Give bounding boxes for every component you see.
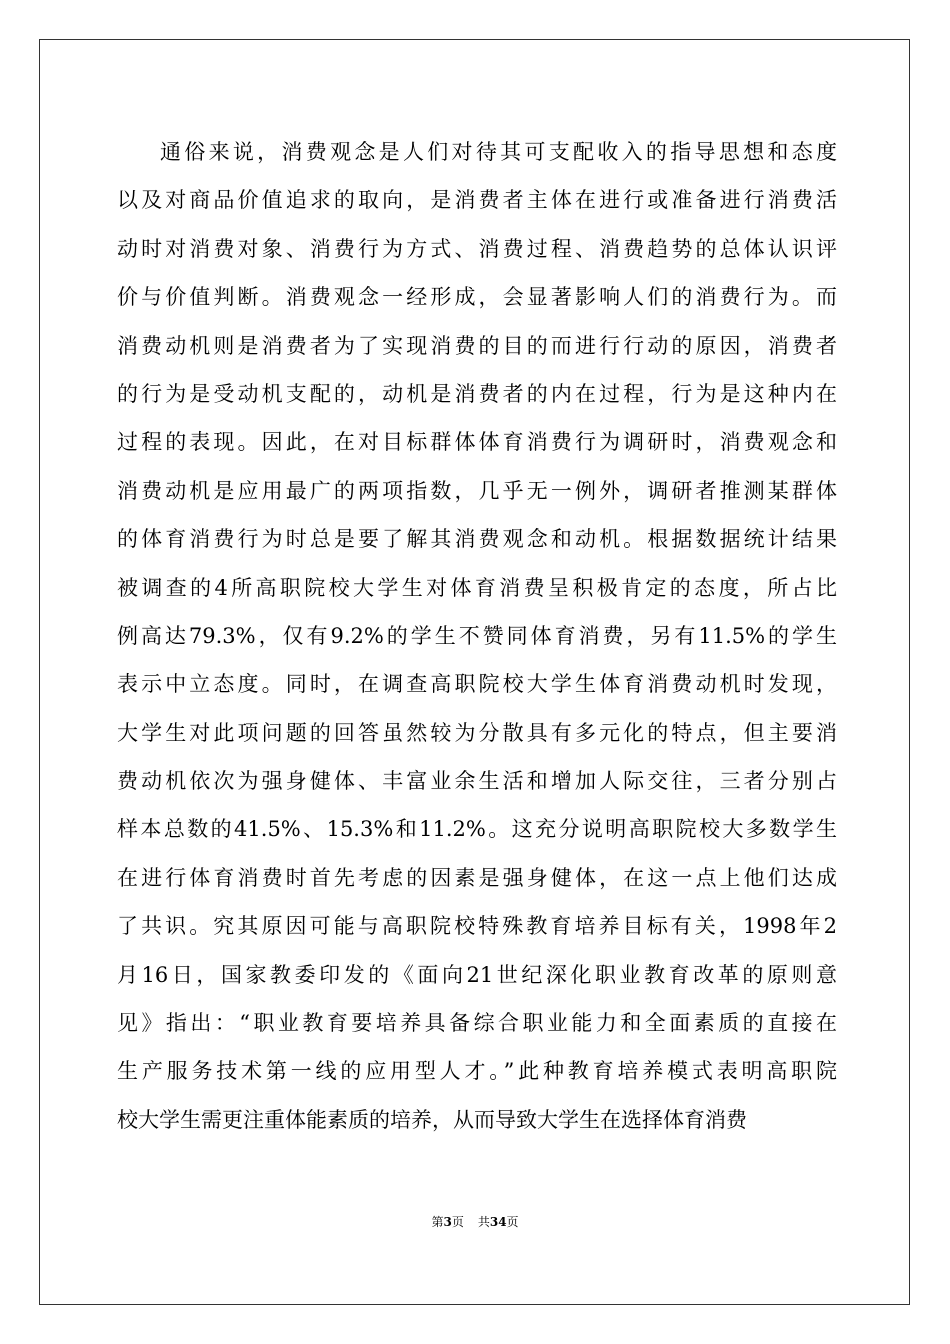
footer-total-suffix: 页 [506,1215,519,1229]
text-line-8: 消费动机是应用最广的两项指数，几乎无一例外，调研者推测某群体 [117,478,837,503]
text-line-5: 消费动机则是消费者为了实现消费的目的而进行行动的原因，消费者 [117,333,837,358]
text-line-2: 以及对商品价值追求的取向，是消费者主体在进行或准备进行消费活 [117,188,837,213]
text-line-20: 生产服务技术第一线的应用型人才。”此种教育培养模式表明高职院 [117,1059,837,1084]
text-line-12: 表示中立态度。同时，在调查高职院校大学生体育消费动机时发现， [117,672,837,697]
footer-current-page: 3 [443,1215,452,1229]
text-line-13: 大学生对此项问题的回答虽然较为分散具有多元化的特点，但主要消 [117,720,837,745]
text-line-11: 例高达79.3%，仅有9.2%的学生不赞同体育消费，另有11.5%的学生 [117,623,837,648]
text-line-16: 在进行体育消费时首先考虑的因素是强身健体，在这一点上他们达成 [117,865,837,890]
text-line-18: 月16日，国家教委印发的《面向21世纪深化职业教育改革的原则意 [117,962,837,987]
text-line-10: 被调查的4所高职院校大学生对体育消费呈积极肯定的态度，所占比 [117,575,837,600]
text-line-14: 费动机依次为强身健体、丰富业余生活和增加人际交往，三者分别占 [117,769,837,794]
footer-total-pages: 34 [489,1215,507,1229]
text-line-3: 动时对消费对象、消费行为方式、消费过程、消费趋势的总体认识评 [117,236,837,261]
text-line-4: 价与价值判断。消费观念一经形成，会显著影响人们的消费行为。而 [117,285,837,310]
footer-page-prefix: 第 [431,1215,444,1229]
document-body [117,128,837,1144]
text-line-17: 了共识。究其原因可能与高职院校特殊教育培养目标有关，1998年2 [117,914,837,939]
page-footer [0,1214,950,1230]
text-line-9: 的体育消费行为时总是要了解其消费观念和动机。根据数据统计结果 [117,527,837,552]
text-line-7: 过程的表现。因此，在对目标群体体育消费行为调研时，消费观念和 [117,430,837,455]
text-line-15: 样本总数的41.5%、15.3%和11.2%。这充分说明高职院校大多数学生 [117,817,837,842]
text-line-6: 的行为是受动机支配的，动机是消费者的内在过程，行为是这种内在 [117,381,837,406]
footer-page-suffix: 页 [451,1215,464,1229]
text-line-19: 见》指出：“职业教育要培养具备综合职业能力和全面素质的直接在 [117,1011,837,1036]
text-line-1: 通俗来说，消费观念是人们对待其可支配收入的指导思想和态度 [160,140,837,164]
footer-total-prefix: 共 [477,1215,490,1229]
text-line-21: 校大学生需更注重体能素质的培养，从而导致大学生在选择体育消费 [117,1107,747,1132]
